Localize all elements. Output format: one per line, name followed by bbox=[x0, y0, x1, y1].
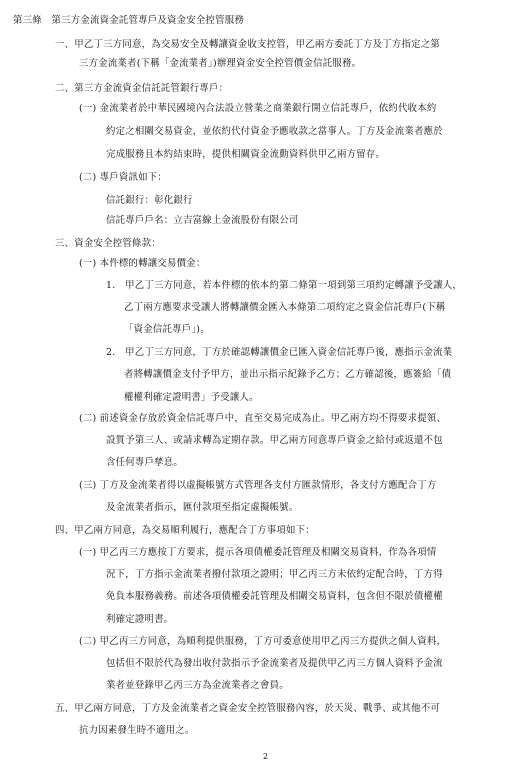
text-line: 利確定證明書。 bbox=[106, 614, 174, 625]
text-line: 二、第三方金流資金信託託管銀行專戶： bbox=[55, 83, 229, 94]
text-line: (一) 金流業者於中華民國境內合法設立營業之商業銀行開立信託專戶，依約代收本約 bbox=[79, 103, 437, 114]
text-line: (二) 專戶資訊如下： bbox=[79, 172, 168, 183]
text-line: (二) 前述資金存放於資金信託專戶中，直至交易完成為止。甲乙兩方均不得要求提領、 bbox=[79, 413, 447, 424]
text-line: 信託銀行：彰化銀行 bbox=[106, 195, 193, 206]
text-line: 四、甲乙兩方同意，為交易順利履行，應配合丁方事項如下： bbox=[55, 525, 315, 536]
text-line: (二) 甲乙丙三方同意，為順利提供服務，丁方可委意使用甲乙丙三方提供之個人資料， bbox=[79, 636, 447, 647]
text-line: 信託專戶戶名：立吉富線上金流股份有限公司 bbox=[106, 215, 299, 226]
text-line: 況下，丁方指示金流業者撥付款項之證明；甲乙丙三方未依約定配合時，丁方得 bbox=[106, 569, 443, 580]
text-line: 抗力因素發生時不適用之。 bbox=[79, 725, 195, 736]
text-line: 約定之相關交易資金，並依約代付資金予應收款之當事人。丁方及金流業者應於 bbox=[106, 126, 443, 137]
text-line: 三方金流業者(下稱「金流業者」)辦理資金安全控管價金信託服務。 bbox=[79, 58, 362, 69]
text-line: 及金流業者指示，匯付款項至指定虛擬帳號。 bbox=[106, 502, 299, 513]
text-line: 三、資金安全控管條款： bbox=[55, 238, 161, 249]
text-line: 「資金信託專戶」)。 bbox=[124, 324, 210, 335]
page-number: 2 bbox=[262, 752, 269, 761]
text-line: 權權利確定證明書」予受讓人。 bbox=[124, 392, 259, 403]
text-line: 第三條 第三方金流資金託管專戶及資金安全控管服務 bbox=[13, 15, 245, 26]
text-line: 1. 甲乙丁三方同意，若本件標的依本約第二條第一項到第三項約定轉讓予受讓人， bbox=[106, 280, 462, 291]
text-line: (三) 丁方及金流業者得以虛擬帳號方式管理各支付方匯款情形，各支付方應配合丁方 bbox=[79, 480, 437, 491]
text-line: 乙丁兩方應要求受讓人將轉讓價金匯入本條第二項約定之資金信託專戶(下稱 bbox=[124, 302, 446, 313]
text-line: 設質予第三人、或請求轉為定期存款。甲乙兩方同意專戶資金之給付或返還不包 bbox=[106, 435, 443, 446]
text-line: 免負本服務義務。前述各項債權委託管理及相關交易資料，包含但不限於債權權 bbox=[106, 591, 443, 602]
text-line: (一) 本件標的轉讓交易價金： bbox=[79, 258, 206, 269]
text-line: (一) 甲乙丙三方應按丁方要求，提示各項債權委託管理及相關交易資料，作為各項情 bbox=[79, 547, 437, 558]
text-line: 五、甲乙兩方同意，丁方及金流業者之資金安全控管服務內容，於天災、戰爭、或其他不可 bbox=[55, 703, 441, 714]
text-line: 者將轉讓價金支付予甲方，並出示指示紀錄予乙方；乙方確認後，應簽給「債 bbox=[124, 369, 452, 380]
text-line: 完成服務且本約結束時，提供相關資金流動資料供甲乙兩方留存。 bbox=[106, 149, 386, 160]
text-line: 含任何專戶孳息。 bbox=[106, 457, 184, 468]
text-line: 業者並登錄甲乙丙三方為金流業者之會員。 bbox=[106, 680, 289, 691]
text-line: 一、甲乙丁三方同意，為交易安全及轉讓資金收支控管，甲乙兩方委託丁方及丁方指定之第 bbox=[55, 39, 441, 50]
text-line: 2. 甲乙丁三方同意，丁方於確認轉讓價金已匯入資金信託專戶後，應指示金流業 bbox=[106, 347, 453, 358]
text-line: 包括但不限於代為發出收付款指示予金流業者及提供甲乙丙三方個人資料予金流 bbox=[106, 658, 443, 669]
